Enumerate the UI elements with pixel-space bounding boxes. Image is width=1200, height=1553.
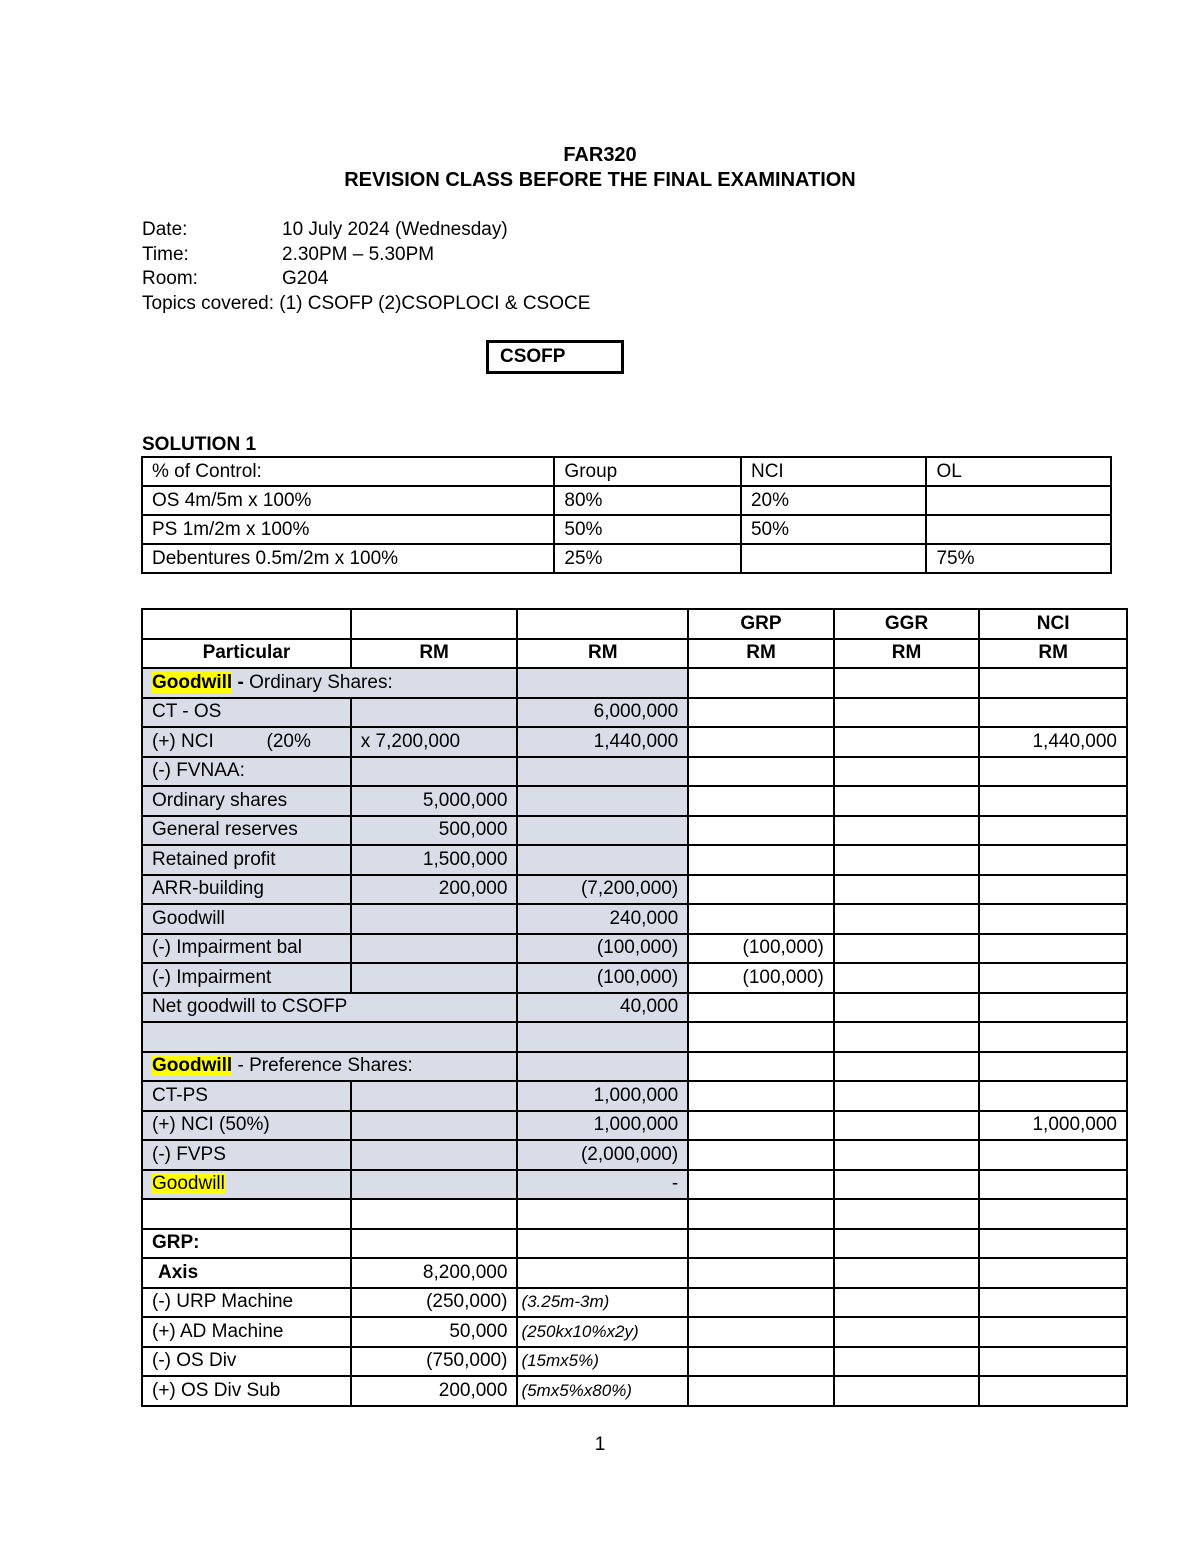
goodwill-ps-total-row (142, 1170, 1127, 1200)
table-cell (834, 1199, 979, 1229)
table-cell (688, 1022, 834, 1052)
header-cell-rm: RM (688, 639, 834, 669)
table-cell (688, 1347, 834, 1377)
table-row (142, 904, 1127, 934)
table-cell (979, 816, 1127, 846)
goodwill-ps-heading (142, 1052, 517, 1082)
table-cell: 1,000,000 (979, 1111, 1127, 1141)
grp-label: Axis (142, 1258, 351, 1288)
goodwill-ps-total-value: - (517, 1170, 688, 1200)
date-value: 10 July 2024 (Wednesday) (282, 219, 508, 240)
table-cell (979, 1081, 1127, 1111)
table-cell (979, 1199, 1127, 1229)
goodwill-os-heading-row (142, 668, 1127, 698)
grp-note: (3.25m-3m) (517, 1288, 688, 1318)
table-cell: 1,440,000 (979, 727, 1127, 757)
header-cell (142, 609, 351, 639)
table-row (142, 934, 1127, 964)
grp-value: 200,000 (351, 1376, 518, 1406)
header-cell-rm: RM (351, 639, 518, 669)
table-cell (351, 1081, 518, 1111)
goodwill-os-suffix: Ordinary Shares: (249, 671, 393, 693)
table-cell (351, 963, 518, 993)
table-cell: (-) Impairment (142, 963, 351, 993)
table-cell (834, 1170, 979, 1200)
goodwill-os-heading (142, 668, 517, 698)
table-cell (688, 1376, 834, 1406)
table-cell: (-) FVPS (142, 1140, 351, 1170)
table-cell (834, 698, 979, 728)
table-cell: 5,000,000 (351, 786, 518, 816)
header-cell-rm: RM (834, 639, 979, 669)
table-cell (688, 698, 834, 728)
table-cell: (+) NCI (20% (142, 727, 351, 757)
table-cell (834, 1229, 979, 1259)
table-cell (688, 875, 834, 905)
table-cell (979, 904, 1127, 934)
table-cell: 1,440,000 (517, 727, 688, 757)
table-row (142, 727, 1127, 757)
table-cell (834, 816, 979, 846)
grp-label: (+) AD Machine (142, 1317, 351, 1347)
grp-note (517, 1258, 688, 1288)
table-cell (351, 1140, 518, 1170)
table-cell (834, 875, 979, 905)
table-row (142, 698, 1127, 728)
table-cell (834, 1140, 979, 1170)
grp-label: (-) OS Div (142, 1347, 351, 1377)
grp-row (142, 1288, 1127, 1318)
control-cell: 20% (741, 486, 927, 515)
table-cell (351, 934, 518, 964)
grp-value: (750,000) (351, 1347, 518, 1377)
grp-value: 50,000 (351, 1317, 518, 1347)
table-cell: (2,000,000) (517, 1140, 688, 1170)
table-cell (688, 845, 834, 875)
table-cell (834, 786, 979, 816)
table-cell (979, 786, 1127, 816)
control-cell: NCI (741, 457, 927, 486)
grp-row (142, 1317, 1127, 1347)
table-cell (688, 1170, 834, 1200)
table-cell: (100,000) (517, 963, 688, 993)
control-cell: Debentures 0.5m/2m x 100% (142, 544, 554, 573)
table-cell: (100,000) (517, 934, 688, 964)
control-cell: 75% (926, 544, 1111, 573)
table-cell: CT-PS (142, 1081, 351, 1111)
table-row (142, 963, 1127, 993)
table-cell (834, 727, 979, 757)
table-cell (834, 934, 979, 964)
header-cell-ggr: GGR (834, 609, 979, 639)
grp-heading-row (142, 1229, 1127, 1259)
date-label: Date: (142, 219, 188, 240)
table-cell (688, 1258, 834, 1288)
table-cell (688, 727, 834, 757)
table-cell (351, 1170, 518, 1200)
goodwill-ps-heading-row (142, 1052, 1127, 1082)
table-cell (834, 1288, 979, 1318)
table-row (142, 816, 1127, 846)
table-cell (351, 757, 518, 787)
table-cell: Goodwill (142, 904, 351, 934)
table-cell: (100,000) (688, 963, 834, 993)
grp-note: (15mx5%) (517, 1347, 688, 1377)
table-cell (688, 668, 834, 698)
table-cell (979, 1347, 1127, 1377)
table-cell (979, 1258, 1127, 1288)
solution-title: SOLUTION 1 (142, 434, 257, 455)
table-cell (688, 1288, 834, 1318)
table-cell (979, 757, 1127, 787)
control-cell: Group (554, 457, 741, 486)
blank-row (142, 1199, 1127, 1229)
control-cell: OS 4m/5m x 100% (142, 486, 554, 515)
table-cell (834, 1317, 979, 1347)
goodwill-ps-total-label: Goodwill (152, 1173, 225, 1195)
control-cell: 80% (554, 486, 741, 515)
course-code: FAR320 (563, 144, 637, 166)
grp-value: (250,000) (351, 1288, 518, 1318)
table-cell (834, 1022, 979, 1052)
table-cell (688, 1111, 834, 1141)
control-cell: 50% (554, 515, 741, 544)
table-cell (979, 934, 1127, 964)
meta-room (142, 267, 328, 291)
control-row (142, 486, 1111, 515)
net-goodwill-value: 40,000 (517, 993, 688, 1023)
grp-note: (250kx10%x2y) (517, 1317, 688, 1347)
table-row (142, 1140, 1127, 1170)
document-title: REVISION CLASS BEFORE THE FINAL EXAMINATION (344, 169, 856, 191)
control-cell: % of Control: (142, 457, 554, 486)
table-cell (979, 698, 1127, 728)
table-row (142, 845, 1127, 875)
table-cell (979, 1170, 1127, 1200)
header-cell-rm: RM (979, 639, 1127, 669)
table-cell (142, 1199, 351, 1229)
goodwill-dash: - (232, 671, 250, 693)
table-cell: 240,000 (517, 904, 688, 934)
table-cell: Ordinary shares (142, 786, 351, 816)
table-cell: 500,000 (351, 816, 518, 846)
table-cell (834, 1376, 979, 1406)
table-cell (688, 993, 834, 1023)
table-cell (517, 668, 688, 698)
control-row (142, 544, 1111, 573)
table-cell (834, 1081, 979, 1111)
table-cell (834, 1111, 979, 1141)
table-cell (834, 1258, 979, 1288)
table-cell: CT - OS (142, 698, 351, 728)
table-cell (979, 1317, 1127, 1347)
goodwill-highlight: Goodwill (152, 671, 233, 693)
table-cell (979, 1288, 1127, 1318)
control-row (142, 515, 1111, 544)
grp-note: (5mx5%x80%) (517, 1376, 688, 1406)
table-cell (142, 1022, 517, 1052)
table-cell (688, 1140, 834, 1170)
table-cell (688, 1317, 834, 1347)
table-cell: (7,200,000) (517, 875, 688, 905)
table-row (142, 786, 1127, 816)
net-goodwill-label: Net goodwill to CSOFP (142, 993, 517, 1023)
table-cell: ARR-building (142, 875, 351, 905)
grp-row (142, 1376, 1127, 1406)
header-cell-rm: RM (517, 639, 688, 669)
control-cell: PS 1m/2m x 100% (142, 515, 554, 544)
header-row-2 (142, 639, 1127, 669)
table-cell: 1,500,000 (351, 845, 518, 875)
table-cell: (-) Impairment bal (142, 934, 351, 964)
room-label: Room: (142, 268, 198, 289)
meta-topics: Topics covered: (1) CSOFP (2)CSOPLOCI & CSOCE (142, 293, 591, 314)
table-cell: General reserves (142, 816, 351, 846)
table-cell (979, 963, 1127, 993)
table-cell (834, 993, 979, 1023)
table-cell (834, 1347, 979, 1377)
table-cell: (100,000) (688, 934, 834, 964)
table-cell: (-) FVNAA: (142, 757, 351, 787)
control-cell (741, 544, 927, 573)
table-cell (688, 1052, 834, 1082)
table-cell (517, 1022, 688, 1052)
header-cell (351, 609, 518, 639)
table-cell (834, 963, 979, 993)
meta-time (142, 243, 434, 267)
header-cell-grp: GRP (688, 609, 834, 639)
table-cell (688, 1081, 834, 1111)
header-cell-nci: NCI (979, 609, 1127, 639)
table-cell (834, 1052, 979, 1082)
table-row (142, 1081, 1127, 1111)
table-cell (351, 698, 518, 728)
table-cell (688, 757, 834, 787)
table-cell: 200,000 (351, 875, 518, 905)
goodwill-ps-suffix: - Preference Shares: (232, 1055, 413, 1077)
control-cell (926, 515, 1111, 544)
table-cell (517, 1229, 688, 1259)
grp-label: (+) OS Div Sub (142, 1376, 351, 1406)
control-row (142, 457, 1111, 486)
table-cell (979, 1376, 1127, 1406)
table-cell (979, 875, 1127, 905)
table-cell (351, 904, 518, 934)
control-cell: 50% (741, 515, 927, 544)
table-cell (517, 1199, 688, 1229)
goodwill-ps-total-cell (142, 1170, 351, 1200)
table-cell: 1,000,000 (517, 1111, 688, 1141)
grp-heading: GRP: (142, 1229, 351, 1259)
table-cell: Retained profit (142, 845, 351, 875)
control-cell: 25% (554, 544, 741, 573)
grp-row (142, 1258, 1127, 1288)
time-label: Time: (142, 244, 189, 265)
page-number: 1 (594, 1434, 606, 1455)
table-cell (834, 904, 979, 934)
table-row (142, 875, 1127, 905)
grp-value: 8,200,000 (351, 1258, 518, 1288)
section-box-csofp: CSOFP (486, 340, 624, 374)
table-cell (979, 845, 1127, 875)
table-cell (688, 786, 834, 816)
table-cell (517, 816, 688, 846)
room-value: G204 (282, 268, 329, 289)
table-cell (688, 904, 834, 934)
table-cell (517, 845, 688, 875)
control-cell: OL (926, 457, 1111, 486)
time-value: 2.30PM – 5.30PM (282, 244, 435, 265)
table-cell (979, 1140, 1127, 1170)
table-cell (517, 786, 688, 816)
table-row (142, 757, 1127, 787)
meta-date (142, 218, 508, 242)
table-cell (688, 1199, 834, 1229)
table-cell (688, 816, 834, 846)
table-cell (979, 668, 1127, 698)
grp-row (142, 1347, 1127, 1377)
goodwill-table (141, 608, 1128, 1407)
goodwill-highlight: Goodwill (152, 1055, 233, 1077)
grp-label: (-) URP Machine (142, 1288, 351, 1318)
header-row-1 (142, 609, 1127, 639)
table-cell (834, 668, 979, 698)
blank-row (142, 1022, 1127, 1052)
table-cell: 1,000,000 (517, 1081, 688, 1111)
table-cell (979, 1229, 1127, 1259)
table-row (142, 1111, 1127, 1141)
table-cell (517, 757, 688, 787)
table-cell (351, 1111, 518, 1141)
table-cell (834, 757, 979, 787)
header-cell (517, 609, 688, 639)
table-cell (517, 1052, 688, 1082)
control-cell (926, 486, 1111, 515)
table-cell (979, 1022, 1127, 1052)
table-cell (351, 1199, 518, 1229)
table-cell: x 7,200,000 (351, 727, 518, 757)
table-cell: 6,000,000 (517, 698, 688, 728)
table-cell: (+) NCI (50%) (142, 1111, 351, 1141)
control-table (141, 456, 1112, 574)
table-cell (979, 1052, 1127, 1082)
net-goodwill-row (142, 993, 1127, 1023)
table-cell (979, 993, 1127, 1023)
table-cell (688, 1229, 834, 1259)
header-cell-particular: Particular (142, 639, 351, 669)
table-cell (351, 1229, 518, 1259)
table-cell (834, 845, 979, 875)
